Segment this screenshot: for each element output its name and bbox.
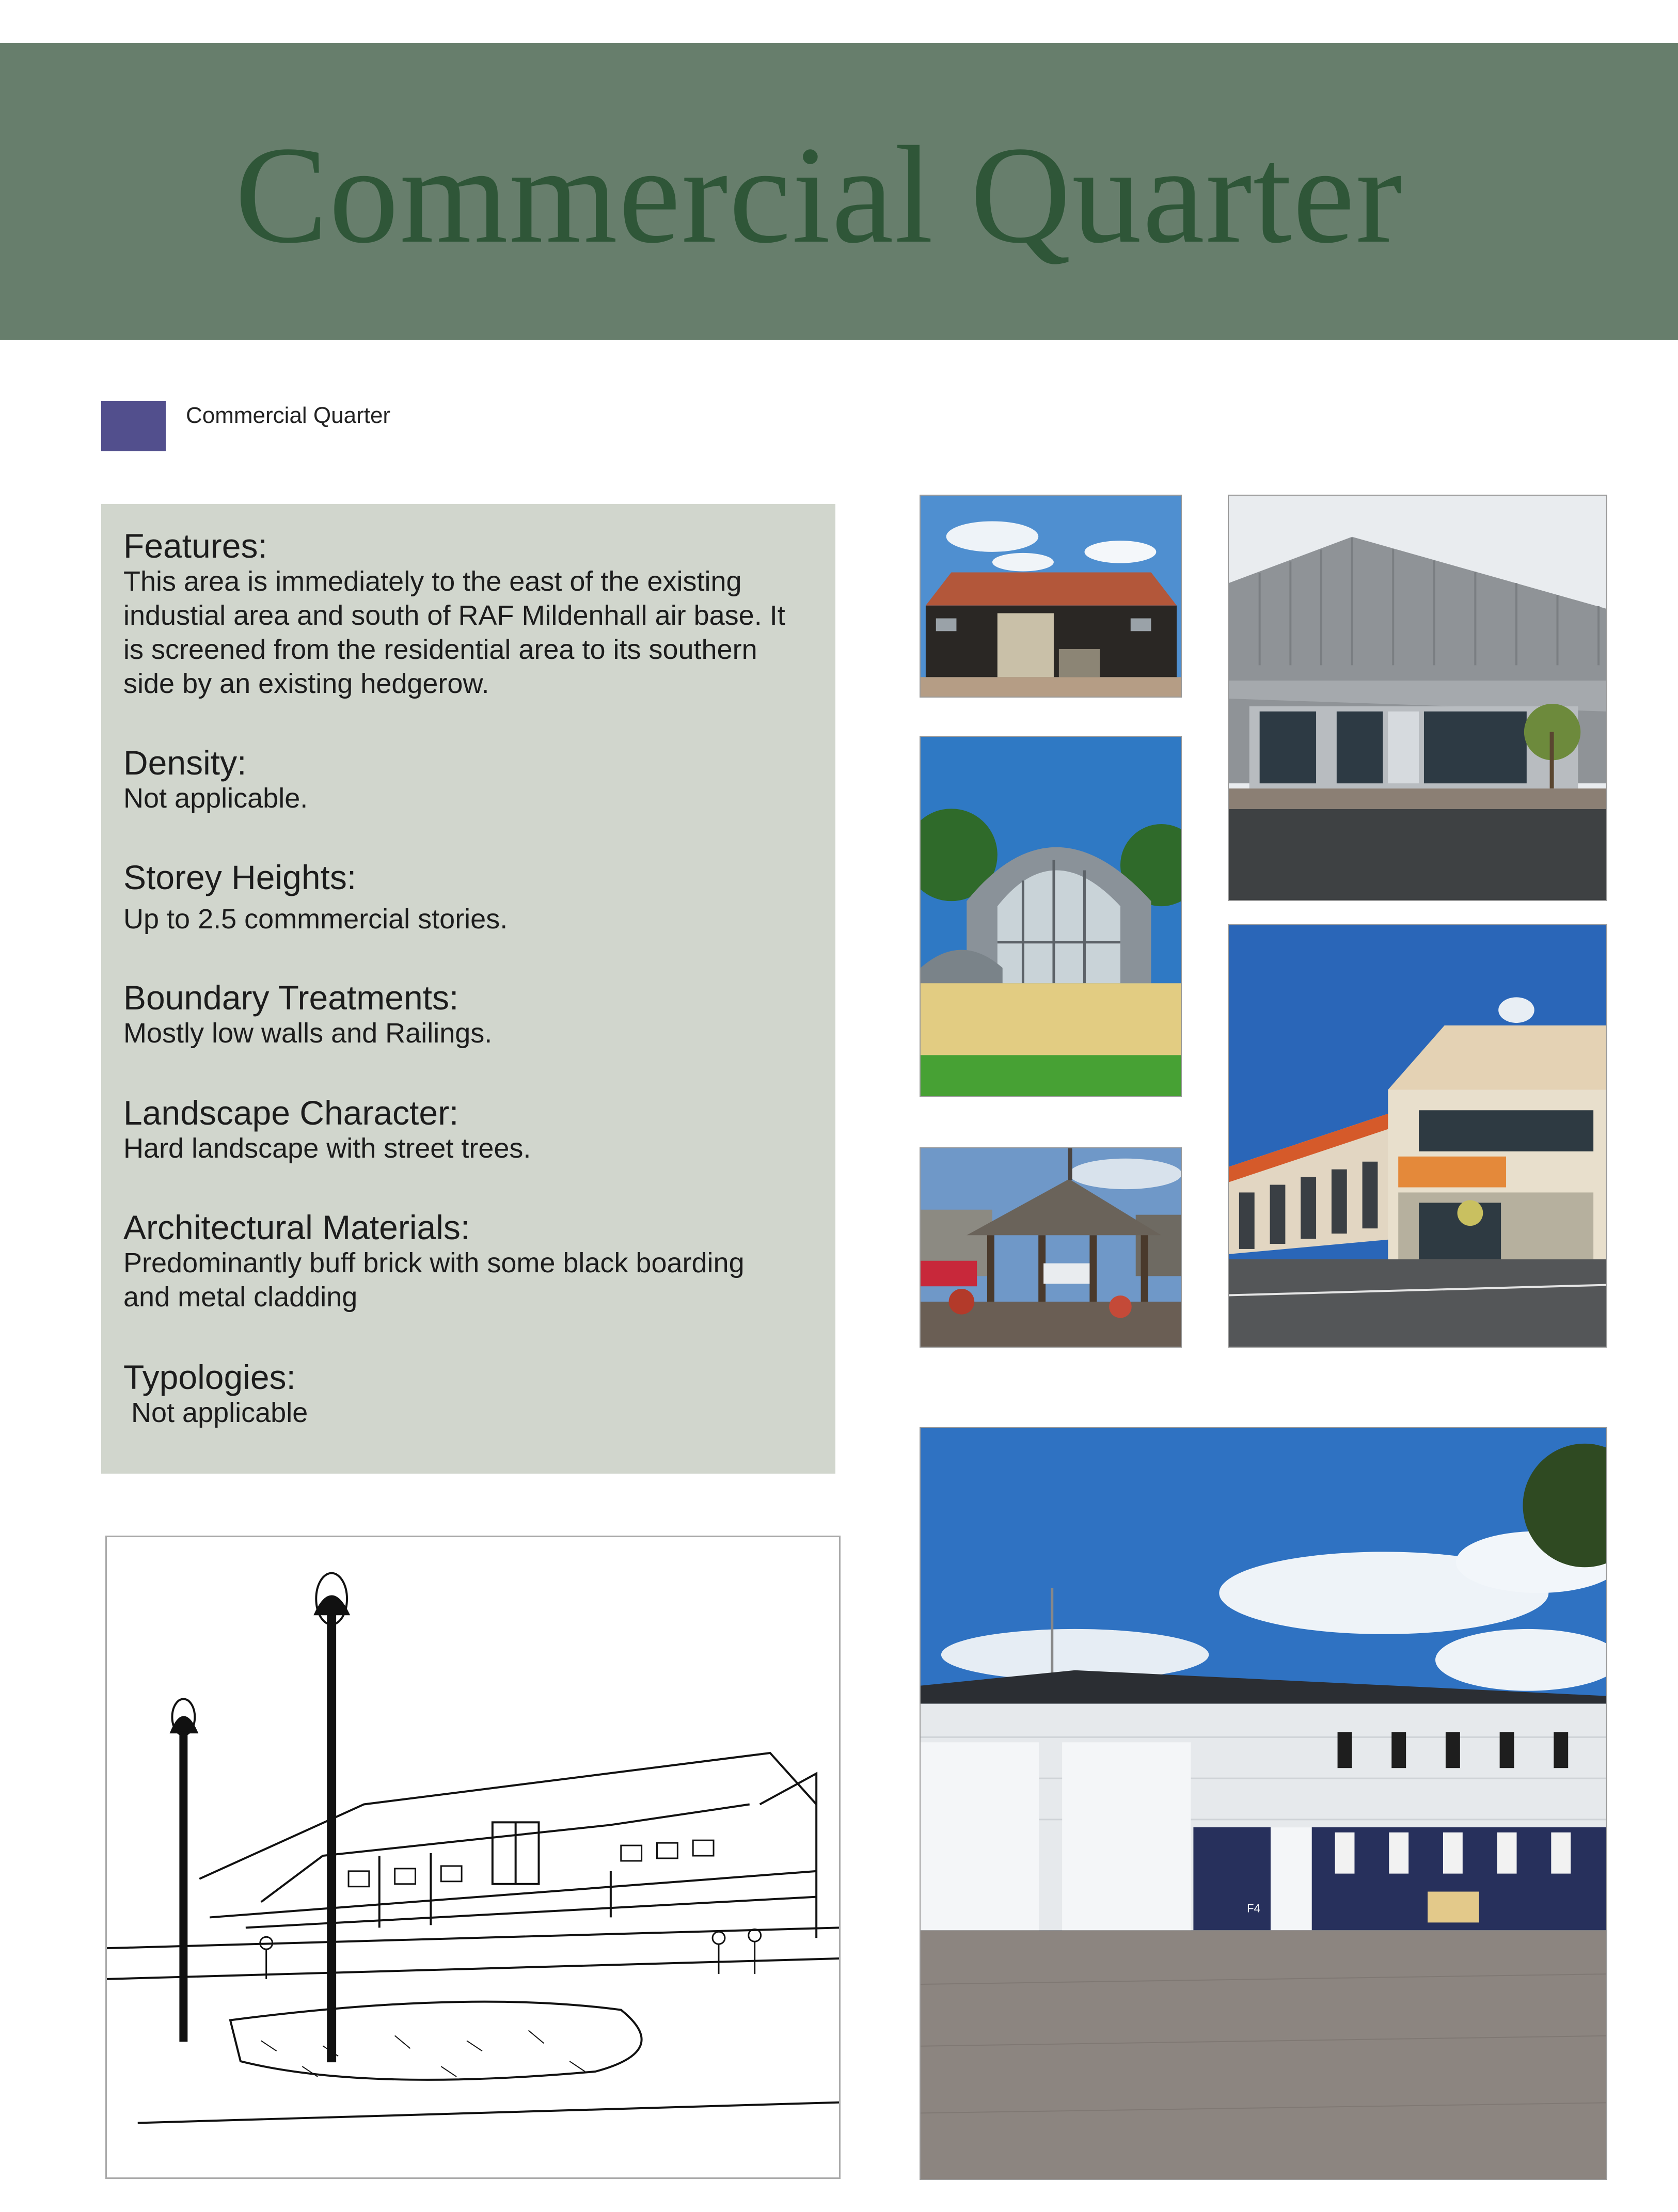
typologies-heading: Typologies:	[123, 1358, 296, 1396]
timber-shelter-photo	[920, 1147, 1182, 1348]
storey-heights-body: Up to 2.5 commmercial stories.	[123, 904, 508, 935]
features-heading: Features:	[123, 527, 267, 565]
barn-building-photo	[920, 495, 1182, 698]
boundary-treatments-body: Mostly low walls and Railings.	[123, 1018, 493, 1049]
architectural-materials-body: Predominantly buff brick with some black boarding and metal cladding	[123, 1247, 745, 1313]
metal-clad-unit-photo	[1228, 495, 1607, 901]
legend-swatch	[101, 401, 166, 451]
density-body: Not applicable.	[123, 783, 308, 814]
storey-heights-section	[123, 859, 826, 936]
features-body: This area is immediately to the east of the existing industial area and south of RAF Mildenhall air base. It is screened from the residential area to its southern side by an existing hedgerow.	[123, 566, 785, 699]
boundary-treatments-heading: Boundary Treatments:	[123, 978, 459, 1017]
modern-retail-block-photo	[1228, 924, 1607, 1348]
typologies-section	[123, 1358, 826, 1430]
boundary-treatments-section	[123, 979, 826, 1050]
storey-heights-heading: Storey Heights:	[123, 858, 357, 896]
landscape-character-body: Hard landscape with street trees.	[123, 1133, 531, 1164]
features-panel	[101, 504, 835, 1474]
density-section	[123, 744, 826, 815]
legend-label: Commercial Quarter	[186, 403, 391, 428]
density-heading: Density:	[123, 744, 247, 782]
street-sketch-illustration	[105, 1536, 841, 2179]
features-section	[123, 527, 826, 701]
industrial-warehouse-photo	[920, 1427, 1607, 2180]
title-banner	[0, 43, 1678, 340]
architectural-materials-heading: Architectural Materials:	[123, 1208, 470, 1246]
typologies-body: Not applicable	[123, 1397, 308, 1428]
architectural-materials-section	[123, 1209, 826, 1314]
curved-roof-building-photo	[920, 736, 1182, 1097]
landscape-character-section	[123, 1094, 826, 1165]
landscape-character-heading: Landscape Character:	[123, 1094, 459, 1132]
warehouse-unit-label: F4	[1247, 1902, 1260, 1915]
page-title: Commercial Quarter	[235, 118, 1403, 272]
